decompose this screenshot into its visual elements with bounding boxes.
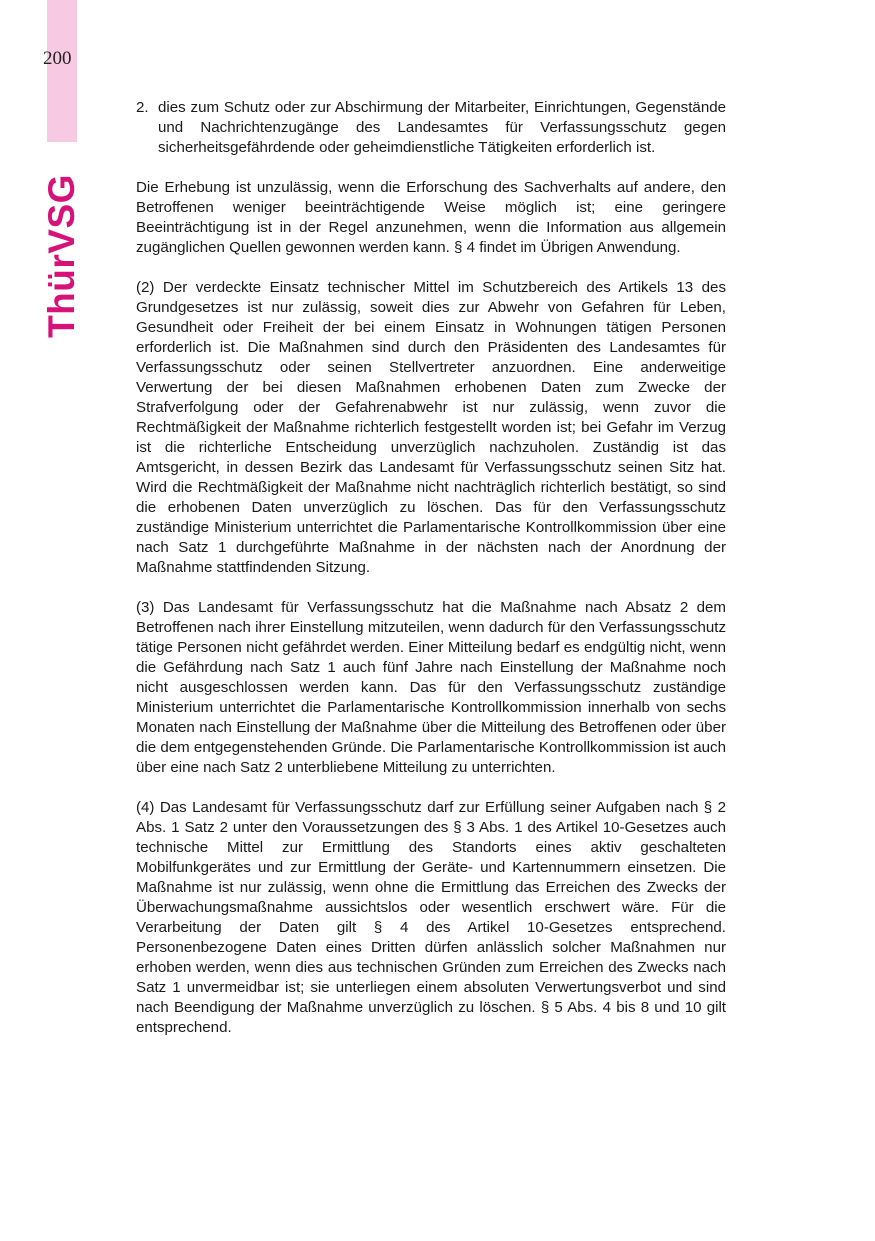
paragraph-section-3: (3) Das Landesamt für Verfassungsschutz hat die Maßnahme nach Absatz 2 dem Betroffenen nach ihrer Einstellung mitzuteilen, wenn dadurch für den Verfassungsschutz tätige Personen nicht gefährdet werden. Einer Mitteilung bedarf es endgültig nicht, wenn die Gefährdung nach Satz 1 auch fünf Jahre nach Einstellung der Maßnahme noch nicht ausgeschlossen werden kann. Das für den Verfassungsschutz zuständige Ministerium unterrichtet die Parlamentarische Kontrollkommission innerhalb von sechs Monaten nach Einstellung der Maßnahme über die Mitteilung des Betroffenen oder über die dem entgegenstehenden Gründe. Die Parlamentarische Kontrollkommission ist auch über eine nach Satz 2 unterbliebene Mitteilung zu unterrichten. [136, 599, 726, 776]
paragraph-collection-admissibility: Die Erhebung ist unzulässig, wenn die Erforschung des Sachverhalts auf andere, den Betroffenen weniger beeinträchtigende Weise möglich ist; eine geringere Beeinträchtigung ist in der Regel anzunehmen, wenn die Information aus allgemein zugänglichen Quellen gewonnen werden kann. § 4 findet im Übrigen Anwendung. [136, 179, 726, 256]
list-item [136, 98, 726, 158]
list-item-number: 2. [136, 99, 149, 116]
running-title: ThürVSG [41, 174, 82, 338]
list-item-text: dies zum Schutz oder zur Abschirmung der Mitarbeiter, Einrichtungen, Gegenstände und Nachrichtenzugänge des Landesamtes für Verfassungsschutz gegen sicherheitsgefährdende oder geheimdienstliche Tätigkeiten erforderlich ist. [158, 99, 726, 156]
side-tab-marker [47, 0, 77, 142]
body-text [136, 98, 726, 1058]
page-number: 200 [43, 48, 72, 69]
paragraph-section-2: (2) Der verdeckte Einsatz technischer Mittel im Schutzbereich des Artikels 13 des Grundgesetzes ist nur zulässig, soweit dies zur Abwehr von Gefahren für Leben, Gesundheit oder Freiheit der bei einem Einsatz in Wohnungen tätigen Personen erforderlich ist. Die Maßnahmen sind durch den Präsidenten des Landesamtes für Verfassungsschutz oder seinen Stellvertreter anzuordnen. Eine anderweitige Verwertung der bei diesen Maßnahmen erhobenen Daten zum Zwecke der Strafverfolgung oder der Gefahrenabwehr ist nur zulässig, wenn zuvor die Rechtmäßigkeit der Maßnahme richterlich festgestellt worden ist; bei Gefahr im Verzug ist die richterliche Entscheidung unverzüglich nachzuholen. Zuständig ist das Amtsgericht, in dessen Bezirk das Landesamt für Verfassungsschutz seinen Sitz hat. Wird die Rechtmäßigkeit der Maßnahme nicht nachträglich richterlich bestätigt, so sind die erhobenen Daten unverzüglich zu löschen. Das für den Verfassungsschutz zuständige Ministerium unterrichtet die Parlamentarische Kontrollkommission über eine nach Satz 1 durchgeführte Maßnahme in der nächsten nach der Anordnung der Maßnahme stattfindenden Sitzung. [136, 279, 726, 576]
paragraph-section-4: (4) Das Landesamt für Verfassungsschutz darf zur Erfüllung seiner Aufgaben nach § 2 Abs. 1 Satz 2 unter den Voraussetzungen des § 3 Abs. 1 des Artikel 10-Gesetzes auch technische Mittel zur Ermittlung des Standorts eines aktiv geschalteten Mobilfunkgerätes und zur Ermittlung der Geräte- und Kartennummern einsetzen. Die Maßnahme ist nur zulässig, wenn ohne die Ermittlung das Erreichen des Zwecks der Überwachungsmaßnahme aussichtslos oder wesentlich erschwert wäre. Für die Verarbeitung der Daten gilt § 4 des Artikel 10-Gesetzes entsprechend. Personenbezogene Daten eines Dritten dürfen anlässlich solcher Maßnahmen nur erhoben werden, wenn dies aus technischen Gründen zum Erreichen des Zwecks nach Satz 1 unvermeidbar ist; sie unterliegen einem absoluten Verwertungsverbot und sind nach Beendigung der Maßnahme unverzüglich zu löschen. § 5 Abs. 4 bis 8 und 10 gilt entsprechend. [136, 799, 726, 1036]
